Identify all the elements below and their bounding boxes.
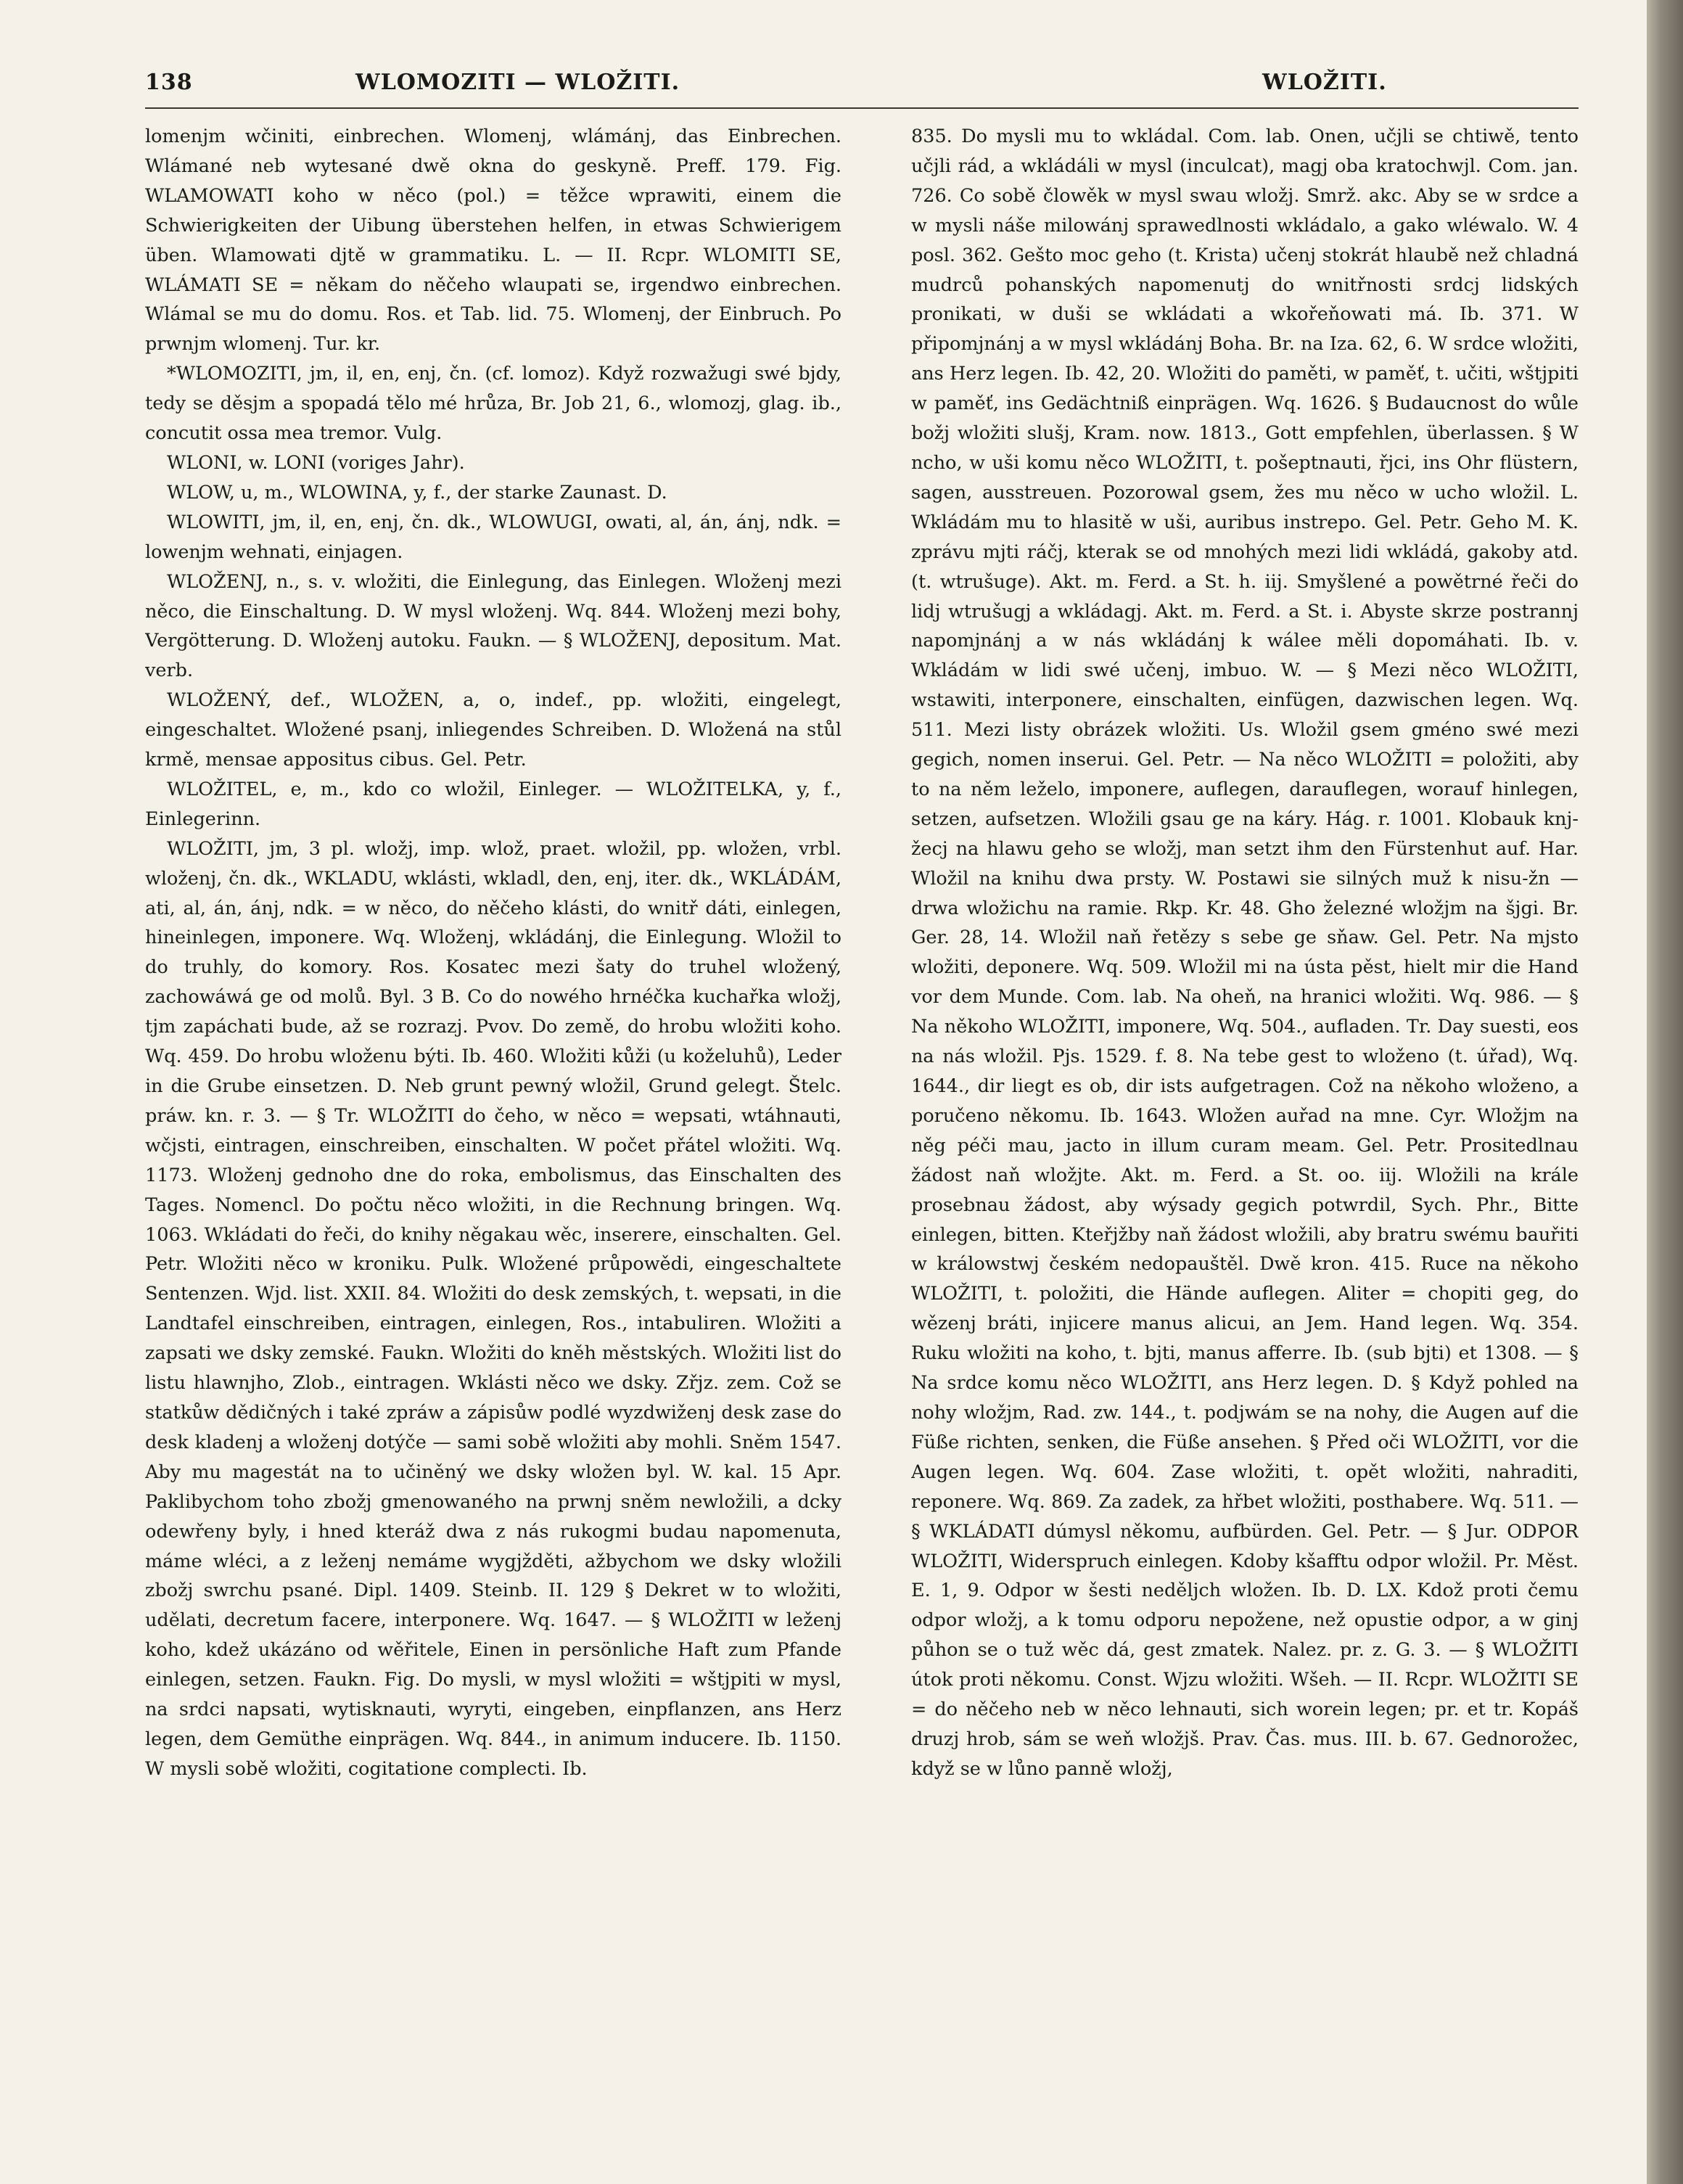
header-rule: [145, 107, 1579, 109]
entry-wloziti-continuation: 835. Do mysli mu to wkládal. Com. lab. Onen, učjli se chtiwě, tento učjli rád, a wkládáli w mysl (inculcat), magj oba kratochwjl. Com. jan. 726. Co sobě člowěk w mysl swau wložj. Smrž. akc. Aby se w srdce a w mysli náše milowánj sprawedlnosti wkládalo, a gako wléwalo. W. 4 posl. 362. Gešto moc geho (t. Krista) učenj stokrát hlaubě než chladná mudrců pohanských napomenutj do wnitřnosti srdcj lidských pronikati, w duši se wkládati a wkořeňowati má. Ib. 371. W připomjnánj a w mysl wkládánj Boha. Br. na Iza. 62, 6. W srdce wložiti, ans Herz legen. Ib. 42, 20. Wložiti do paměti, w paměť, t. učiti, wštjpiti w paměť, ins Gedächtniß einprägen. Wq. 1626. § Budaucnost do wůle božj wložiti slušj, Kram. now. 1813., Gott empfehlen, überlassen. § W ncho, w uši komu něco WLOŽITI, t. pošeptnauti, řjci, ins Ohr flüstern, sagen, ausstreuen. Pozorowal gsem, žes mu něco w ucho wložil. L. Wkládám mu to hlasitě w uši, auribus instrepo. Gel. Petr. Geho M. K. zprávu mjti ráčj, kterak se od mnohých mezi lidi wkládá, gakoby atd. (t. wtrušuge). Akt. m. Ferd. a St. h. iij. Smyšlené a powětrné řeči do lidj wtrušugj a wkládagj. Akt. m. Ferd. a St. i. Abyste skrze postrannj napomjnánj a w nás wkládánj k wálee měli dopomáhati. Ib. v. Wkládám w lidi swé učenj, imbuo. W. — § Mezi něco WLOŽITI, wstawiti, interponere, einschalten, einfügen, dazwischen legen. Wq. 511. Mezi listy obrázek wložiti. Us. Wložil gsem gméno swé mezi gegich, nomen inserui. Gel. Petr. — Na něco WLOŽITI = položiti, aby to na něm leželo, imponere, auflegen, darauflegen, worauf hinlegen, setzen, aufsetzen. Wložili gsau ge na káry. Hág. r. 1001. Klobauk knj-žecj na hlawu geho se wložj, man setzt ihm den Fürstenhut auf. Har. Wložil na knihu dwa prsty. W. Postawi sie silných muž k nisu-žn — drwa wložichu na ramie. Rkp. Kr. 48. Gho železné wložjm na šjgi. Br. Ger. 28, 14. Wložil naň řetězy s sebe ge sňaw. Gel. Petr. Na mjsto wložiti, deponere. Wq. 509. Wložil mi na ústa pěst, hielt mir die Hand vor dem Munde. Com. lab. Na oheň, na hranici wložiti. Wq. 986. — § Na někoho WLOŽITI, imponere, Wq. 504., aufladen. Tr. Day suesti, eos na nás wložil. Pjs. 1529. f. 8. Na tebe gest to wloženo (t. úřad), Wq. 1644., dir liegt es ob, dir ists aufgetragen. Což na někoho wloženo, a poručeno někomu. Ib. 1643. Wložen auřad na mne. Cyr. Wložjm na něg péči mau, jacto in illum curam meam. Gel. Petr. Prositedlnau žádost naň wložjte. Akt. m. Ferd. a St. oo. iij. Wložili na krále prosebnau žádost, aby wýsady gegich potwrdil, Sych. Phr., Bitte einlegen, bitten. Kteřjžby naň žádost wložili, aby bratru swému bauřiti w králowstwj českém nedopauštěl. Dwě kron. 415. Ruce na někoho WLOŽITI, t. položiti, die Hände auflegen. Aliter = chopiti geg, do wězenj bráti, injicere manus alicui, an Jem. Hand legen. Wq. 354. Ruku wložiti na koho, t. bjti, manus afferre. Ib. (sub bjti) et 1308. — § Na srdce komu něco WLOŽITI, ans Herz legen. D. § Když pohled na nohy wložjm, Rad. zw. 144., t. podjwám se na nohy, die Augen auf die Füße richten, senken, die Füße ansehen. § Před oči WLOŽITI, vor die Augen legen. Wq. 604. Zase wložiti, t. opět wložiti, nahraditi, reponere. Wq. 869. Za zadek, za hřbet wložiti, posthabere. Wq. 511. — § WKLÁDATI dúmysl někomu, aufbürden. Gel. Petr. — § Jur. ODPOR WLOŽITI, Widerspruch einlegen. Kdoby kšafftu odpor wložil. Pr. Měst. E. 1, 9. Odpor w šesti neděljch wložen. Ib. D. LX. Kdož proti čemu odpor wložj, a k tomu odporu nepožene, než opustie odpor, a w ginj půhon se o tuž wěc dá, gest zmatek. Nalez. pr. z. G. 3. — § WLOŽITI útok proti někomu. Const. Wjzu wložiti. Wšeh. — II. Rcpr. WLOŽITI SE = do něčeho neb w něco lehnauti, sich worein legen; pr. et tr. Kopáš druzj hrob, sám se weň wložjš. Prav. Čas. mus. III. b. 67. Gednorožec, když se w lůno panně wložj,: [911, 126, 1579, 1780]
entry-wlozenj: WLOŽENJ, n., s. v. wložiti, die Einlegung, das Einlegen. Wloženj mezi něco, die Einschaltung. D. W mysl wloženj. Wq. 844. Wloženj mezi bohy, Vergötterung. D. Wloženj autoku. Faukn. — § WLOŽENJ, depositum. Mat. verb.: [145, 570, 842, 682]
book-spine-edge: [1647, 0, 1683, 2184]
entry-wloziti: WLOŽITI, jm, 3 pl. wložj, imp. wlož, praet. wložil, pp. wložen, vrbl. wloženj, čn. dk., WKLADU, wklásti, wkladl, den, enj, iter. dk., WKLÁDÁM, ati, al, án, ánj, ndk. = w něco, do něčeho klásti, do wnitř dáti, einlegen, hineinlegen, imponere. Wq. Wloženj, wkládánj, die Einlegung. Wložil to do truhly, do komory. Ros. Kosatec mezi šaty do truhel wložený, zachowáwá ge od molů. Byl. 3 B. Co do nowého hrnéčka kuchařka wložj, tjm zapáchati bude, až se rozrazj. Pvov. Do země, do hrobu wložiti koho. Wq. 459. Do hrobu wloženu býti. Ib. 460. Wložiti kůži (u koželuhů), Leder in die Grube einsetzen. D. Neb grunt pewný wložil, Grund gelegt. Štelc. práw. kn. r. 3. — § Tr. WLOŽITI do čeho, w něco = wepsati, wtáhnauti, wčjsti, eintragen, einschreiben, einschalten. W počet přátel wložiti. Wq. 1173. Wloženj gednoho dne do roka, embolismus, das Einschalten des Tages. Nomencl. Do počtu něco wložiti, in die Rechnung bringen. Wq. 1063. Wkládati do řeči, do knihy něgakau wěc, inserere, einschalten. Gel. Petr. Wložiti něco w kroniku. Pulk. Wložené průpowědi, eingeschaltete Sentenzen. Wjd. list. XXII. 84. Wložiti do desk zemských, t. wepsati, in die Landtafel einschreiben, eintragen, einlegen, Ros., intabuliren. Wložiti a zapsati we dsky zemské. Faukn. Wložiti do kněh městských. Wložiti list do listu hlawnjho, Zlob., eintragen. Wklásti něco we dsky. Zřjz. zem. Což se statkůw dědičných i také zpráw a zápisůw podlé wyzdwiženj desk zase do desk kladenj a wloženj dotýče — sami sobě wložiti aby mohli. Sněm 1547. Aby mu magestát na to učiněný we dsky wložen byl. W. kal. 15 Apr. Paklibychom toho zbožj gmenowaného na prwnj sněm newložili, a dcky odewřeny byly, i hned kteráž dwa z nás rukogmi budau napomenuta, máme wléci, a z leženj nemáme wygjžděti, ažbychom we dsky wložili zbožj swrchu psané. Dipl. 1409. Steinb. II. 129 § Dekret w to wložiti, udělati, decretum facere, interponere. Wq. 1647. — § WLOŽITI w leženj koho, kdež ukázáno od wěřitele, Einen in persönliche Haft zum Pfande einlegen, setzen. Faukn. Fig. Do mysli, w mysl wložiti = wštjpiti w mysl, na srdci napsati, wytisknauti, wyryti, eingeben, einpflanzen, ans Herz legen, dem Gemüthe einprägen. Wq. 844., in animum inducere. Ib. 1150. W mysli sobě wložiti, cogitatione complecti. Ib.: [145, 837, 842, 1780]
entry-wloni: WLONI, w. LONI (voriges Jahr).: [167, 451, 465, 474]
entry-wlowiti: WLOWITI, jm, il, en, enj, čn. dk., WLOWUGI, owati, al, án, ánj, ndk. = lowenjm wehnati, einjagen.: [145, 511, 842, 563]
page-number: 138: [145, 70, 193, 95]
entry-wlomoziti: *WLOMOZITI, jm, il, en, enj, čn. (cf. lomoz). Když rozwažugi swé bjdy, tedy se děsjm a spopadá tělo mé hrůza, Br. Job 21, 6., wlomozj, glag. ib., concutit ossa mea tremor. Vulg.: [145, 363, 842, 445]
entry-wlow: WLOW, u, m., WLOWINA, y, f., der starke Zaunast. D.: [167, 481, 667, 504]
entry-wlomiti-continuation: lomenjm wčiniti, einbrechen. Wlomenj, wlámánj, das Einbrechen. Wlámané neb wytesané dwě okna do geskyně. Preff. 179. Fig. WLAMOWATI koho w něco (pol.) = těžce wprawiti, einem die Schwierigkeiten der Uibung überstehen helfen, in etwas Schwierigem üben. Wlamowati djtě w grammatiku. L. — II. Rcpr. WLOMITI SE, WLÁMATI SE = někam do něčeho wlaupati se, irgendwo einbrechen. Wlámal se mu do domu. Ros. et Tab. lid. 75. Wlomenj, der Einbruch. Po prwnjm wlomenj. Tur. kr.: [145, 126, 842, 356]
right-column: [911, 122, 1579, 2154]
left-running-title: WLOMOZITI — WLOŽITI.: [355, 70, 680, 95]
running-header: [145, 70, 1579, 104]
right-running-title: WLOŽITI.: [1262, 70, 1387, 95]
entry-wlozitel: WLOŽITEL, e, m., kdo co wložil, Einleger. — WLOŽITELKA, y, f., Einlegerinn.: [145, 778, 842, 830]
entry-wlozeny: WLOŽENÝ, def., WLOŽEN, a, o, indef., pp. wložiti, eingelegt, eingeschaltet. Wložené psanj, inliegendes Schreiben. D. Wložená na stůl krmě, mensae appositus cibus. Gel. Petr.: [145, 689, 842, 771]
left-column: [145, 122, 842, 2154]
